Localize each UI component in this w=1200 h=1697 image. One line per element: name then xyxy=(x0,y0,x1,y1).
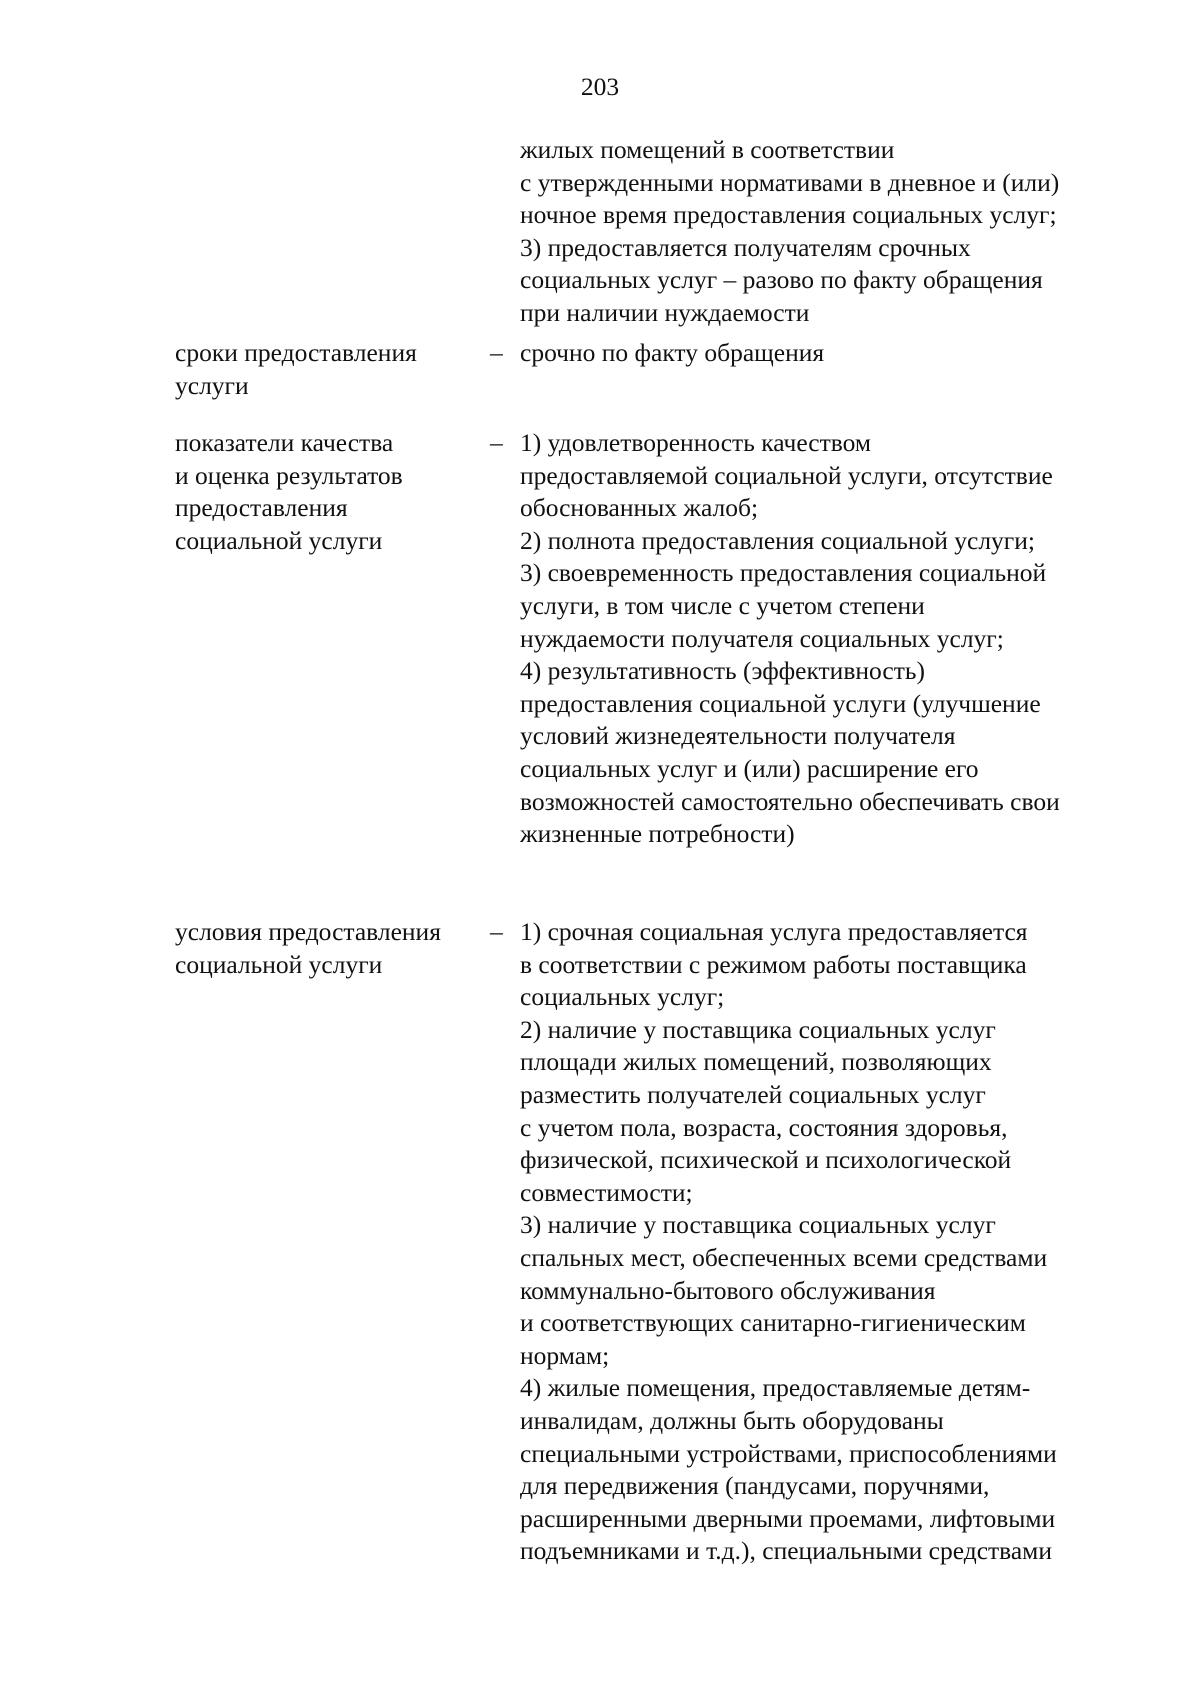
value-line: совместимости; xyxy=(520,1177,693,1207)
conditions-value xyxy=(520,916,1165,1568)
label-line: и оценка результатов xyxy=(175,460,403,490)
value-line: 1) удовлетворенность качеством xyxy=(520,428,872,457)
text-line: ночное время предоставления социальных услуг; xyxy=(520,200,1057,230)
label-line: социальной услуги xyxy=(175,949,383,979)
terms-value xyxy=(520,337,1165,370)
value-line: социальных услуг; xyxy=(520,982,725,1012)
value-line: в соответствии с режимом работы поставщика xyxy=(520,949,1027,979)
value-line: и соответствующих санитарно-гигиеническим xyxy=(520,1308,1026,1338)
value-line: срочно по факту обращения xyxy=(520,338,825,367)
value-line: физической, психической и психологической xyxy=(520,1145,1012,1175)
value-line: коммунально-бытового обслуживания xyxy=(520,1275,936,1305)
value-line: площади жилых помещений, позволяющих xyxy=(520,1047,992,1077)
value-line: расширенными дверными проемами, лифтовыми xyxy=(520,1503,1056,1533)
conditions-label xyxy=(175,916,485,981)
dash-separator: – xyxy=(490,917,503,946)
value-line: условий жизнедеятельности получателя xyxy=(520,721,956,751)
label-line: услуги xyxy=(175,370,249,400)
value-line: 4) жилые помещения, предоставляемые детям- xyxy=(520,1373,1031,1403)
value-line: обоснованных жалоб; xyxy=(520,493,759,523)
value-line: 3) наличие у поставщика социальных услуг xyxy=(520,1210,996,1240)
label-line: сроки предоставления xyxy=(175,338,417,367)
value-line: услуги, в том числе с учетом степени xyxy=(520,590,925,620)
value-line: жизненные потребности) xyxy=(520,819,795,849)
label-line: показатели качества xyxy=(175,428,394,457)
value-line: возможностей самостоятельно обеспечивать свои xyxy=(520,786,1060,816)
quality-indicators-value xyxy=(520,427,1165,851)
page-number: 203 xyxy=(580,72,620,101)
text-line: с утвержденными нормативами в дневное и (или) xyxy=(520,167,1060,197)
value-line: для передвижения (пандусами, поручнями, xyxy=(520,1471,990,1501)
label-line: социальной услуги xyxy=(175,525,383,555)
value-line: разместить получателей социальных услуг xyxy=(520,1079,986,1109)
value-line: подъемниками и т.д.), специальными средствами xyxy=(520,1536,1052,1566)
value-line: нуждаемости получателя социальных услуг; xyxy=(520,623,1004,653)
text-line: жилых помещений в соответствии xyxy=(520,135,895,164)
dash-separator: – xyxy=(490,428,503,457)
value-line: 3) своевременность предоставления социальной xyxy=(520,558,1047,588)
value-line: специальными устройствами, приспособлениями xyxy=(520,1438,1057,1468)
dash-separator: – xyxy=(490,338,503,367)
value-line: 2) наличие у поставщика социальных услуг xyxy=(520,1014,996,1044)
value-line: инвалидам, должны быть оборудованы xyxy=(520,1405,944,1435)
quality-indicators-label xyxy=(175,427,485,557)
terms-label xyxy=(175,337,485,402)
value-line: 2) полнота предоставления социальной услуги; xyxy=(520,525,1035,555)
value-line: предоставляемой социальной услуги, отсутствие xyxy=(520,460,1053,490)
text-line: 3) предоставляется получателям срочных xyxy=(520,232,971,262)
value-line: 4) результативность (эффективность) xyxy=(520,656,925,686)
text-line: социальных услуг – разово по факту обращения xyxy=(520,265,1043,295)
value-line: предоставления социальной услуги (улучшение xyxy=(520,688,1041,718)
value-line: нормам; xyxy=(520,1340,610,1370)
top-continuation-text xyxy=(520,134,1160,330)
label-line: условия предоставления xyxy=(175,917,441,946)
value-line: с учетом пола, возраста, состояния здоровья, xyxy=(520,1112,1008,1142)
label-line: предоставления xyxy=(175,493,348,523)
value-line: спальных мест, обеспеченных всеми средствами xyxy=(520,1242,1048,1272)
text-line: при наличии нуждаемости xyxy=(520,297,810,327)
value-line: 1) срочная социальная услуга предоставляется xyxy=(520,917,1028,946)
value-line: социальных услуг и (или) расширение его xyxy=(520,753,979,783)
